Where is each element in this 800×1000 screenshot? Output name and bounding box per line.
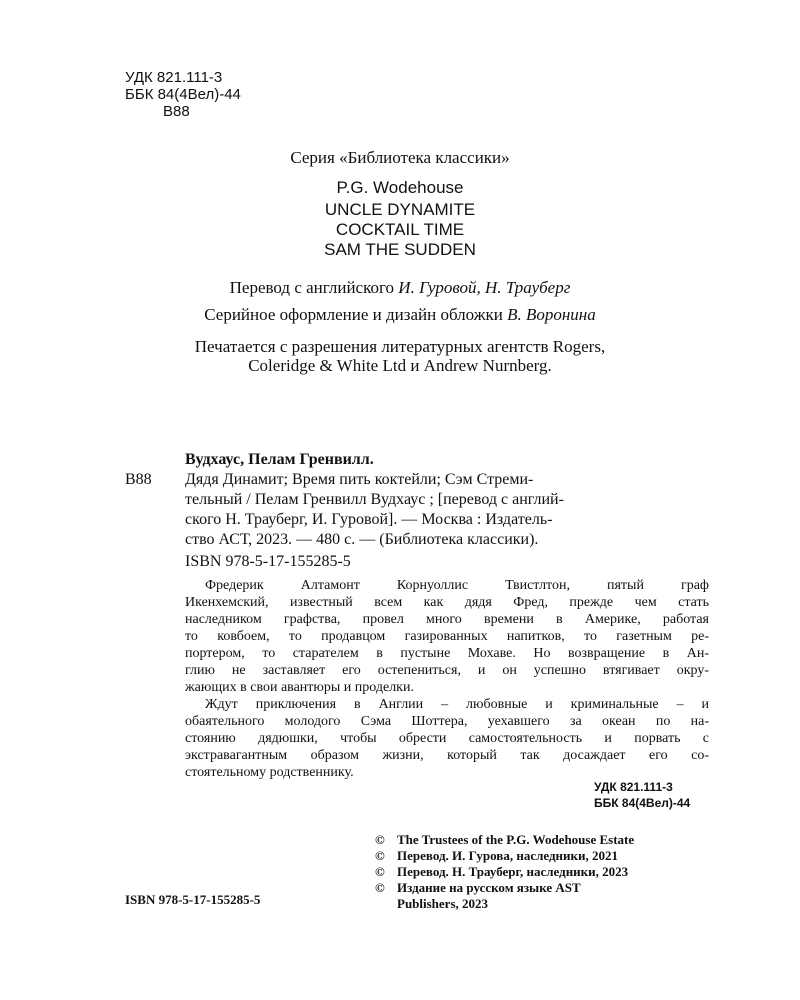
bibliographic-line: Дядя Динамит; Время пить коктейли; Сэм Стреми-	[185, 471, 534, 488]
udk-code-bottom: УДК 821.111-3	[594, 780, 673, 794]
design-credit	[0, 305, 800, 325]
series-title: Серия «Библиотека классики»	[290, 148, 510, 167]
bibliographic-line: тельный / Пелам Гренвилл Вудхаус ; [перевод с англий-	[185, 491, 564, 508]
copyright-symbol: ©	[375, 832, 385, 847]
isbn-record: ISBN 978-5-17-155285-5	[185, 553, 351, 570]
copyright-text: Издание на русском языке AST	[397, 880, 581, 895]
designer-name: В. Воронина	[507, 305, 596, 324]
copyright-line	[375, 832, 634, 848]
classification-codes-bottom	[594, 779, 690, 811]
annotation-line: обаятельного молодого Сэма Шоттера, уехавшего за океан по на-	[185, 714, 709, 729]
copyright-text: The Trustees of the P.G. Wodehouse Estate	[397, 832, 635, 847]
annotation-line: жающих в свои авантюры и проделки.	[185, 680, 414, 695]
translation-credit	[0, 278, 800, 298]
original-author: P.G. Wodehouse	[336, 178, 464, 197]
copyright-text: Publishers, 2023	[397, 896, 489, 911]
copyright-text: Перевод. Н. Трауберг, наследники, 2023	[397, 864, 629, 879]
isbn-bottom: ISBN 978-5-17-155285-5	[125, 892, 261, 907]
copyright-block	[375, 832, 634, 912]
original-title-2: COCKTAIL TIME	[335, 220, 465, 239]
copyright-text: Перевод. И. Гурова, наследники, 2021	[397, 848, 619, 863]
annotation-line: стоятельному родственнику.	[185, 765, 354, 780]
annotation-line: то ковбоем, то продавцом газированных напитков, то газетным ре-	[185, 629, 709, 644]
annotation-line: наследником графства, провел много времени в Америке, работая	[185, 612, 709, 627]
copyright-line	[375, 896, 634, 912]
copyright-symbol: ©	[375, 864, 385, 879]
translation-prefix: Перевод с английского	[229, 278, 399, 297]
original-title-3: SAM THE SUDDEN	[324, 240, 476, 259]
annotation-line: Икенхемский, известный всем как дядя Фред, прежде чем стать	[185, 595, 709, 610]
permission-line-2: Coleridge & White Ltd и Andrew Nurnberg.	[248, 356, 552, 375]
copyright-symbol: ©	[375, 848, 385, 863]
annotation-line: глию не заставляет его остепениться, и он успешно втягивает окру-	[185, 663, 709, 678]
annotation-line: экстравагантным образом жизни, который так досаждает его со-	[185, 748, 709, 763]
copyright-line	[375, 880, 634, 896]
bbk-code: ББК 84(4Вел)-44	[125, 86, 241, 103]
original-title-1: UNCLE DYNAMITE	[324, 200, 476, 219]
annotation-line: Фредерик Алтамонт Корнуоллис Твистлтон, пятый граф	[205, 578, 709, 593]
udk-code: УДК 821.111-3	[125, 69, 223, 86]
author-mark: В88	[163, 103, 190, 120]
translator-names: И. Гуровой, Н. Трауберг	[398, 278, 571, 297]
permission-line-1: Печатается с разрешения литературных агентств Rogers,	[194, 337, 606, 356]
bibliographic-record	[125, 450, 685, 550]
annotation-line: портером, то старателем в пустыне Мохаве. Но возвращение в Ан-	[185, 646, 709, 661]
copyright-symbol: ©	[375, 880, 385, 895]
copyright-line	[375, 848, 634, 864]
bbk-code-bottom: ББК 84(4Вел)-44	[594, 796, 691, 810]
annotation	[185, 577, 709, 781]
design-prefix: Серийное оформление и дизайн обложки	[204, 305, 508, 324]
bibliographic-line: ского Н. Трауберг, И. Гуровой]. — Москва : Издатель-	[185, 511, 553, 528]
copyright-line	[375, 864, 634, 880]
classification-codes	[125, 69, 241, 120]
bibliographic-heading: Вудхаус, Пелам Гренвилл.	[185, 451, 374, 468]
annotation-line: стоянию дядюшки, чтобы обрести самостоятельность и порвать с	[185, 731, 709, 746]
bibliographic-line: ство АСТ, 2023. — 480 с. — (Библиотека классики).	[185, 531, 539, 548]
annotation-line: Ждут приключения в Англии – любовные и криминальные – и	[205, 697, 709, 712]
bibliographic-mark: В88	[125, 471, 152, 488]
bibliographic-description	[185, 470, 685, 550]
